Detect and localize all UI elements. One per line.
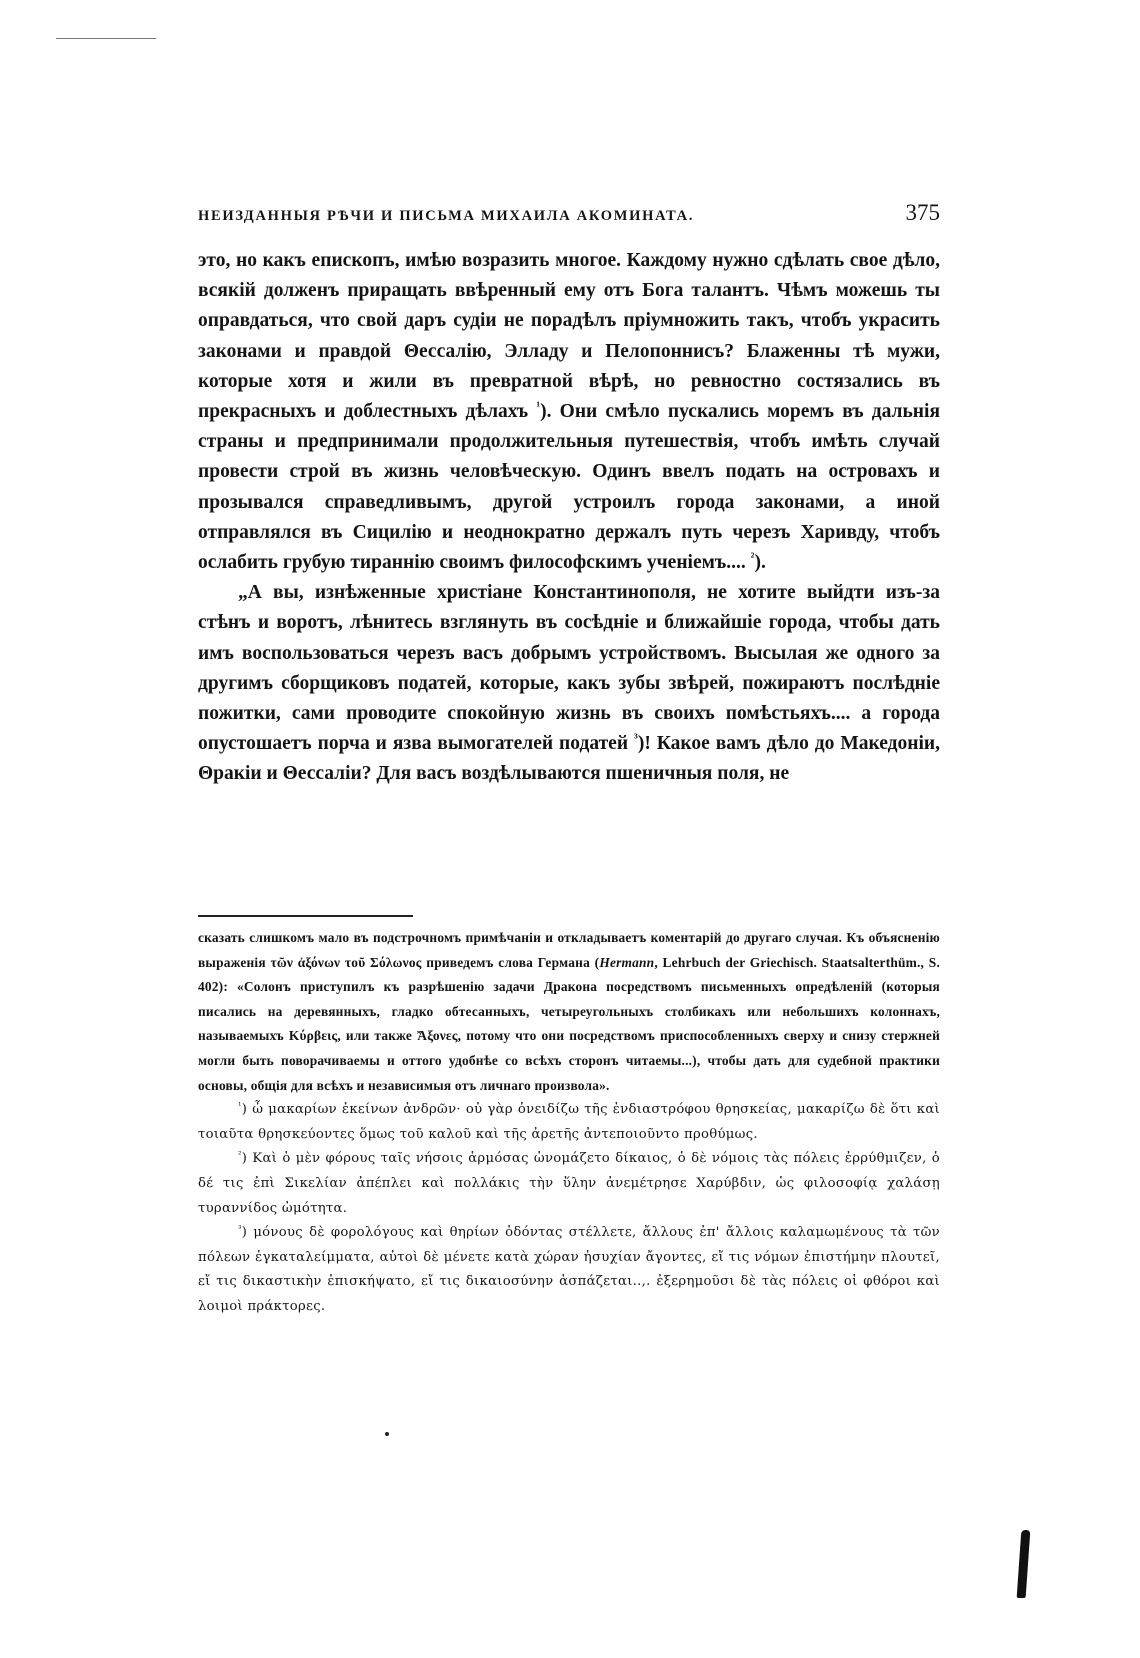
paragraph-1-text: это, но какъ епископъ, имѣю возразить многое. Каждому нужно сдѣлать свое дѣло, всякій долженъ приращать ввѣренный ему отъ Бога талантъ. Чѣмъ можешь ты оправдаться, что свой даръ судіи не порадѣлъ пріумножить такъ, чтобъ украсить законами и правдой Θессалію, Элладу и Пелопоннисъ? Блаженны тѣ мужи, которые хотя и жили въ превратной вѣрѣ, но ревностно состязались въ прекрасныхъ и доблестныхъ дѣлахъ (198, 250, 940, 423)
paragraph-2 (198, 578, 940, 789)
footnote-ref-3: ³ (634, 731, 638, 746)
footnote-3 (198, 1221, 940, 1319)
footnote-separator (198, 915, 413, 917)
running-title: НЕИЗДАННЫЯ РѢЧИ И ПИСЬМА МИХАИЛА АКОМИНАТА. (198, 208, 695, 224)
running-head (198, 200, 940, 230)
paragraph-1 (198, 246, 940, 578)
top-margin-rule (56, 38, 156, 39)
paragraph-1-text-b: ). Они смѣло пускались моремъ въ дальнія страны и предпринимали продолжительныя путешествія, чтобъ имѣть случай провести строй въ жизнь человѣческую. Одинъ ввелъ подать на островахъ и прозывался справедливымъ, другой устроилъ города законами, а иной отправлялся въ Сицилію и неоднократно держалъ путь черезъ Харивду, чтобъ ослабить грубую тираннію своимъ философскимъ ученіемъ.... (198, 401, 940, 574)
footnote-ref-1: ¹ (536, 399, 541, 414)
page-number: 375 (905, 200, 940, 225)
footnote-2 (198, 1147, 940, 1221)
footnote-1 (198, 1098, 940, 1147)
paragraph-1-text-c: ). (754, 552, 766, 574)
footnotes (198, 926, 940, 1320)
ink-speck (385, 1432, 389, 1436)
footnote-2-text: ) Καὶ ὁ μὲν φόρους ταῖς νήσοις ἁρμόσας ὠνομάζετο δίκαιος, ὁ δὲ νόμοις τὰς πόλεις ἐρρύθμιζεν, ὁ δέ τις ἐπὶ Σικελίαν ἀπέπλει καὶ πολλάκις τὴν ὕλην ἀνεμέτρησε Χαρύβδιν, ὡς φιλοσοφίᾳ χαλάσῃ τυραννίδος ὠμότητα. (198, 1151, 940, 1216)
footnote-author: Hermann (599, 954, 655, 970)
footnote-3-text: ) μόνους δὲ φορολόγους καὶ θηρίων ὀδόντας στέλλετε, ἄλλους ἐπ' ἄλλοις καλαμωμένους τὰ τῶν πόλεων ἐγκαταλείμματα, αὐτοὶ δὲ μένετε κατὰ χώραν ἡσυχίαν ἄγοντες, εἴ τις νόμων ἐπιστήμην πλουτεῖ, εἴ τις δικαστικὴν ἐπισκήψατο, εἴ τις δικαιοσύνην ἀσπάζεται..,. ἐξερημοῦσι δὲ τὰς πόλεις οἱ φθόροι καὶ λοιμοὶ πράκτορες. (198, 1225, 940, 1314)
margin-ink-mark (1017, 1530, 1031, 1598)
footnote-continued (198, 926, 940, 1098)
main-text (198, 246, 940, 790)
footnote-continued-text-b: , Lehrbuch der Griechisch. Staatsalterthüm., S. 402): «Солонъ приступилъ къ разрѣшенію задачи Дракона посредствомъ письменныхъ опредѣленій (которыя писались на деревянныхъ, гладко обтесанныхъ, четыреугольныхъ столбикахъ или небольшихъ колоннахъ, называемыхъ Κύρβεις, или также Ἄξονες, потому что они посредствомъ приспособленныхъ сверху и снизу стержней могли быть поворачиваемы и оттого удобнѣе со всѣхъ сторонъ читаемы...), чтобы дать для судебной практики основы, общія для всѣхъ и независимыя отъ личнаго произвола». (198, 954, 940, 1093)
footnote-continued-text-a: сказать слишкомъ мало въ подстрочномъ примѣчаніи и откладываетъ коментарій до другаго случая. Къ объясненію выраженія τῶν ἀξόνων τοῦ Σόλωνος приведемъ слова Германа ( (198, 930, 940, 970)
footnote-1-marker: ¹ (238, 1101, 242, 1112)
paragraph-2-text-b: )! Какое вамъ дѣло до Македоніи, Θракіи и Θессаліи? Для васъ воздѣлываются пшеничныя поля, не (198, 733, 941, 785)
paragraph-2-text: „А вы, изнѣженные христіане Константинополя, не хотите выйдти изъ-за стѣнъ и воротъ, лѣнитесь взглянуть въ сосѣдніе и ближайшіе города, чтобы дать имъ воспользоваться черезъ васъ добрымъ устройствомъ. Высылая же одного за другимъ сборщиковъ податей, которые, какъ зубы звѣрей, пожираютъ послѣдніе пожитки, сами проводите спокойную жизнь въ своихъ помѣстьяхъ.... а города опустошаетъ порча и язва вымогателей податей (198, 582, 940, 755)
footnote-3-marker: ³ (238, 1224, 242, 1235)
footnote-2-marker: ² (238, 1150, 242, 1161)
footnote-1-text: ) ὦ μακαρίων ἐκείνων ἀνδρῶν· οὐ γὰρ ὀνειδίζω τῆς ἐνδιαστρόφου θρησκείας, μακαρίζω δὲ ὅτι καὶ τοιαῦτα θρησκεύοντες ὅμως τοῦ καλοῦ καὶ τῆς ἀρετῆς ἀντεποιοῦντο προθύμως. (198, 1102, 940, 1142)
footnote-ref-2: ² (750, 550, 755, 565)
